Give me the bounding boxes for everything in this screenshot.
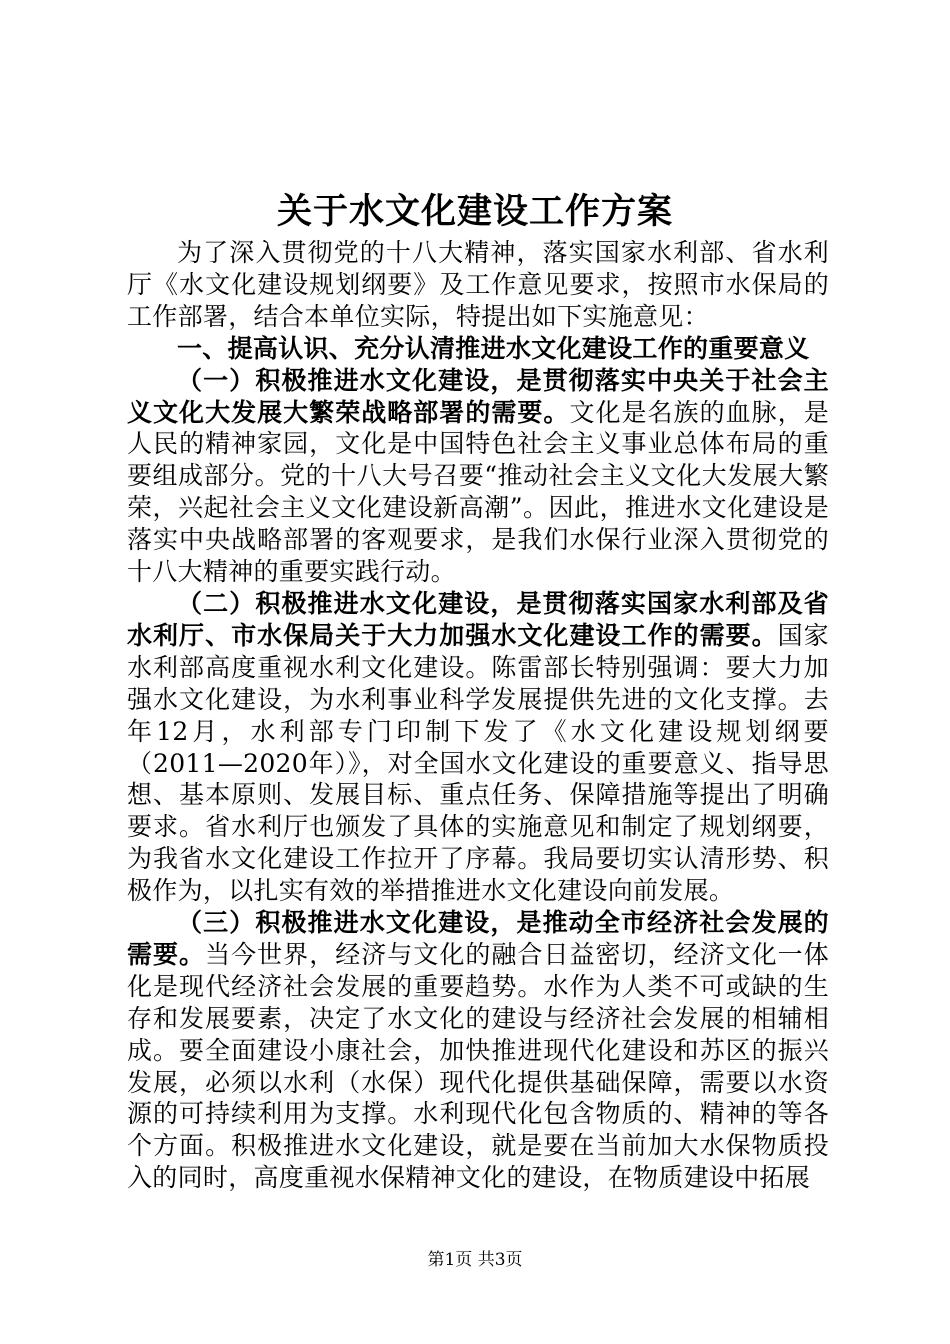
paragraph-1-lead: （一）积极推进水文化建设，是贯彻落实中央关于社会主义文化大发展大繁荣战略部署的需要。 — [127, 365, 829, 427]
paragraph-3-text: 当今世界，经济与文化的融合日益密切，经济文化一体化是现代经济社会发展的重要趋势。水作为人类不可或缺的生存和发展要素，决定了水文化的建设与经济社会发展的相辅相成。要全面建设小康社会，加快推进现代化建设和苏区的振兴发展，必须以水利（水保）现代化提供基础保障，需要以水资源的可持续利用为支撑。水利现代化包含物质的、精神的等各个方面。积极推进水文化建设，就是要在当前加大水保物质投入的同时，高度重视水保精神文化的建设，在物质建设中拓展 — [127, 939, 830, 1193]
paragraph-1 — [127, 365, 829, 588]
document-title: 关于水文化建设工作方案 — [276, 192, 673, 232]
paragraph-2-lead: （二）积极推进水文化建设，是贯彻落实国家水利部及省水利厅、市水保局关于大力加强水文化建设工作的需要。 — [127, 588, 829, 650]
paragraph-2 — [127, 588, 829, 907]
paragraph-3 — [127, 907, 829, 1194]
paragraph-3-lead: （三）积极推进水文化建设，是推动全市经济社会发展的需要。 — [127, 908, 829, 969]
section-heading: 一、提高认识、充分认清推进水文化建设工作的重要意义 — [177, 333, 810, 363]
page-footer: 第1页 共3页 — [427, 1250, 523, 1270]
paragraph-1-text: 文化是名族的血脉，是人民的精神家园，文化是中国特色社会主义事业总体布局的重要组成部分。党的十八大号召要“推动社会主义文化大发展大繁荣，兴起社会主义文化建设新高潮”。因此，推进水文化建设是落实中央战略部署的客观要求，是我们水保行业深入贯彻党的十八大精神的重要实践行动。 — [127, 397, 829, 587]
paragraph-2-text: 国家水利部高度重视水利文化建设。陈雷部长特别强调：要大力加强水文化建设，为水利事业科学发展提供先进的文化支撑。去年12月，水利部专门印制下发了《水文化建设规划纲要（2011—2020年）》，对全国水文化建设的重要意义、指导思想、基本原则、发展目标、重点任务、保障措施等提出了明确要求。省水利厅也颁发了具体的实施意见和制定了规划纲要，为我省水文化建设工作拉开了序幕。我局要切实认清形势、积极作为，以扎实有效的举措推进水文化建设向前发展。 — [127, 620, 829, 906]
document-body — [127, 237, 829, 1194]
intro-paragraph: 为了深入贯彻党的十八大精神，落实国家水利部、省水利厅《水文化建设规划纲要》及工作意见要求，按照市水保局的工作部署，结合本单位实际，特提出如下实施意见： — [127, 238, 829, 331]
